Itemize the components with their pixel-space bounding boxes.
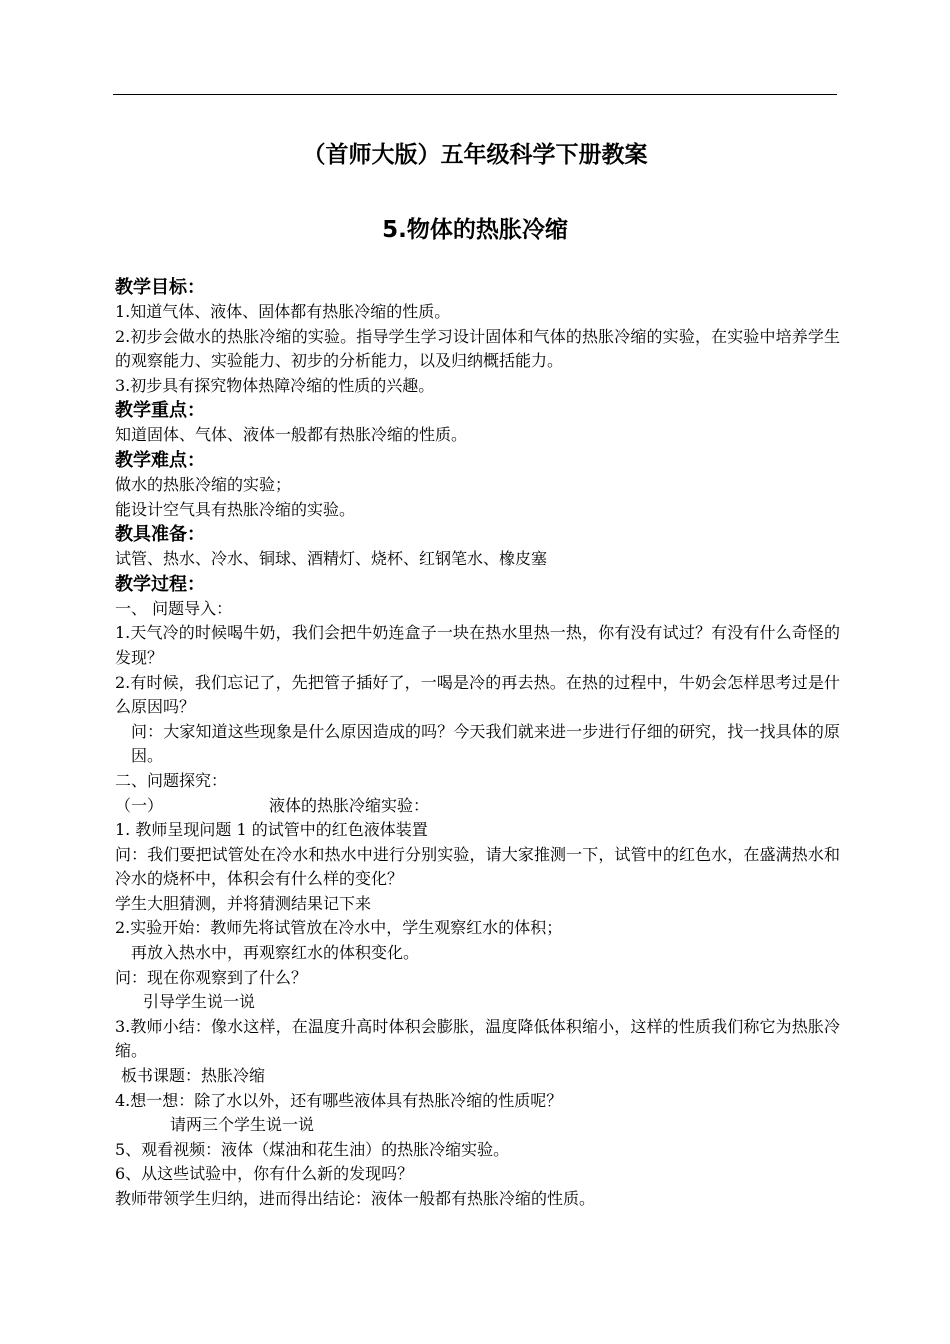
difficulties-heading: 教学难点： [115, 449, 205, 471]
goal-item: 1.知道气体、液体、固体都有热胀冷缩的性质。 [115, 302, 451, 321]
process-line: 1.天气冷的时候喝牛奶，我们会把牛奶连盒子一块在热水里热一热，你有没有试过？有没有什么奇怪的发现？ [115, 623, 840, 667]
subsection-number: （一） [115, 795, 164, 815]
process-line: 1. 教师呈现问题 1 的试管中的红色液体装置 [115, 820, 428, 840]
process-subsection-line [115, 794, 840, 819]
difficulty-item: 能设计空气具有热胀冷缩的实验。 [115, 499, 356, 519]
process-line: 再放入热水中，再观察红水的体积变化。 [131, 943, 420, 963]
process-line: 5、观看视频：液体（煤油和花生油）的热胀冷缩实验。 [115, 1139, 510, 1159]
goals-heading: 教学目标： [115, 277, 205, 298]
process-line: 一、 问题导入： [115, 598, 233, 618]
process-line: 学生大胆猜测，并将猜测结果记下来 [115, 893, 372, 913]
process-line: 引导学生说一说 [143, 992, 256, 1012]
lesson-title: 5.物体的热胀冷缩 [382, 217, 568, 243]
process-line: 2.有时候，我们忘记了，先把管子插好了，一喝是冷的再去热。在热的过程中，牛奶会怎样思考过是什么原因吗？ [115, 672, 840, 717]
header-rule [113, 94, 837, 95]
materials-item: 试管、热水、冷水、铜球、酒精灯、烧杯、红钢笔水、橡皮塞 [115, 549, 548, 569]
process-line: 请两三个学生说一说 [170, 1115, 315, 1135]
process-line: 4.想一想：除了水以外，还有哪些液体具有热胀冷缩的性质呢？ [115, 1090, 563, 1110]
process-line: 6、从这些试验中，你有什么新的发现吗？ [115, 1164, 414, 1184]
process-line: 问：大家知道这些现象是什么原因造成的吗？今天我们就来进一步进行仔细的研究，找一找具体的原因。 [131, 721, 840, 766]
difficulty-item: 做水的热胀冷缩的实验； [115, 474, 292, 494]
subsection-title: 液体的热胀冷缩实验： [269, 795, 430, 815]
process-line: 3.教师小结：像水这样，在温度升高时体积会膨胀，温度降低体积缩小，这样的性质我们称它为热胀冷缩。 [115, 1016, 840, 1061]
process-heading: 教学过程： [115, 573, 205, 595]
key-points-heading: 教学重点： [115, 400, 205, 422]
process-line: 板书课题：热胀冷缩 [121, 1066, 266, 1086]
goal-item: 3.初步具有探究物体热障冷缩的性质的兴趣。 [115, 375, 435, 395]
process-line: 问：现在你观察到了什么？ [115, 967, 308, 987]
process-line: 问：我们要把试管处在冷水和热水中进行分别实验，请大家推测一下，试管中的红色水，在盛满热水和冷水的烧杯中，体积会有什么样的变化？ [115, 844, 840, 889]
process-line: 2.实验开始：教师先将试管放在冷水中，学生观察红水的体积； [115, 918, 563, 938]
materials-heading: 教具准备： [115, 524, 205, 546]
key-point-item: 知道固体、气体、液体一般都有热胀冷缩的性质。 [115, 425, 468, 445]
process-line: 二、问题探究： [115, 770, 228, 790]
document-title: （首师大版）五年级科学下册教案 [302, 142, 648, 168]
goal-item: 2.初步会做水的热胀冷缩的实验。指导学生学习设计固体和气体的热胀冷缩的实验，在实验中培养学生的观察能力、实验能力、初步的分析能力，以及归纳概括能力。 [115, 326, 840, 371]
document-body [115, 275, 840, 1212]
process-line: 教师带领学生归纳，进而得出结论：液体一般都有热胀冷缩的性质。 [115, 1189, 596, 1208]
